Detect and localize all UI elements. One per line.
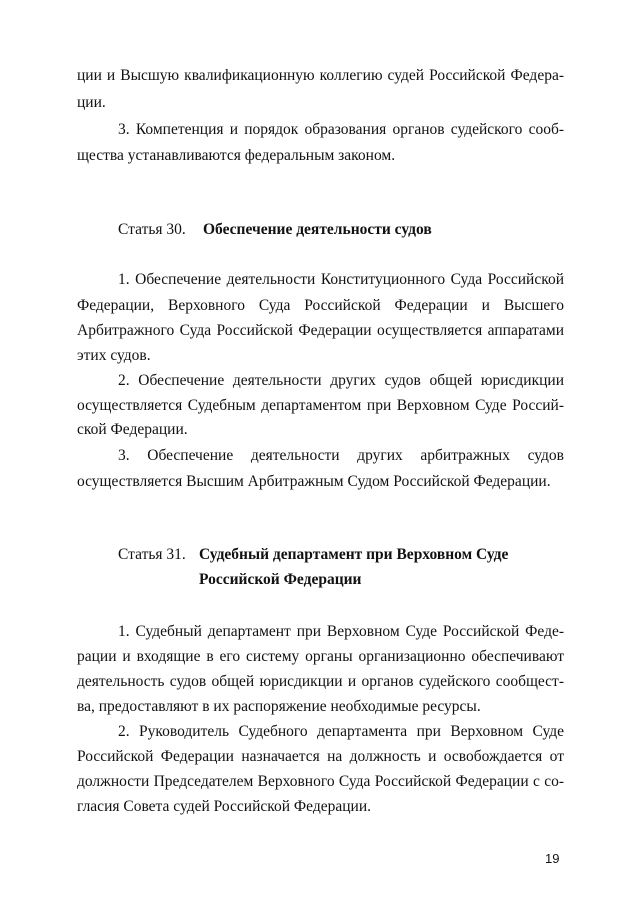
text-line: 1. Обеспечение деятельности Конституционного Суда Российской — [118, 271, 564, 288]
text-line: 3. Обеспечение деятельности других арбитражных судов — [118, 447, 564, 464]
text-line: рации и входящие в его систему органы организационно обеспечивают — [77, 648, 564, 665]
text-line: 2. Обеспечение деятельности других судов общей юрисдикции — [118, 372, 564, 389]
text-line: этих судов. — [77, 347, 151, 364]
text-line: гласия Совета судей Российской Федерации. — [77, 798, 372, 815]
text-line: ва, предоставляют в их распоряжение необходимые ресурсы. — [77, 698, 481, 715]
article-31-title-line1: Судебный департамент при Верховном Суде — [199, 546, 509, 563]
text-line: щества устанавливаются федеральным законом. — [77, 147, 396, 164]
text-line: ской Федерации. — [77, 421, 188, 438]
text-line: осуществляется Судебным департаментом при Верховном Суде Россий- — [77, 397, 564, 414]
text-line: должности Председателем Верховного Суда Российской Федерации с со- — [77, 773, 564, 790]
article-30-number: Статья 30. — [118, 221, 186, 238]
text-line: 1. Судебный департамент при Верховном Суде Российской Феде- — [118, 623, 564, 640]
text-line: осуществляется Высшим Арбитражным Судом Российской Федерации. — [77, 473, 551, 490]
text-line: 3. Компетенция и порядок образования органов судейского сооб- — [118, 121, 564, 138]
page-number: 19 — [545, 851, 560, 866]
text-line: Федерации, Верховного Суда Российской Федерации и Высшего — [77, 297, 564, 314]
text-line: 2. Руководитель Судебного департамента при Верховном Суде — [118, 723, 564, 740]
article-30-title: Обеспечение деятельности судов — [203, 221, 432, 238]
text-line: Российской Федерации назначается на должность и освобождается от — [77, 748, 564, 765]
article-31-number: Статья 31. — [118, 546, 186, 563]
text-line: Арбитражного Суда Российской Федерации осуществляется аппаратами — [77, 322, 564, 339]
text-line: ции и Высшую квалификационную коллегию судей Российской Федера- — [77, 67, 564, 84]
text-line: деятельность судов общей юрисдикции и органов судейского сообщест- — [77, 673, 564, 690]
article-31-title-line2: Российской Федерации — [199, 571, 362, 588]
text-line: ции. — [77, 94, 106, 111]
